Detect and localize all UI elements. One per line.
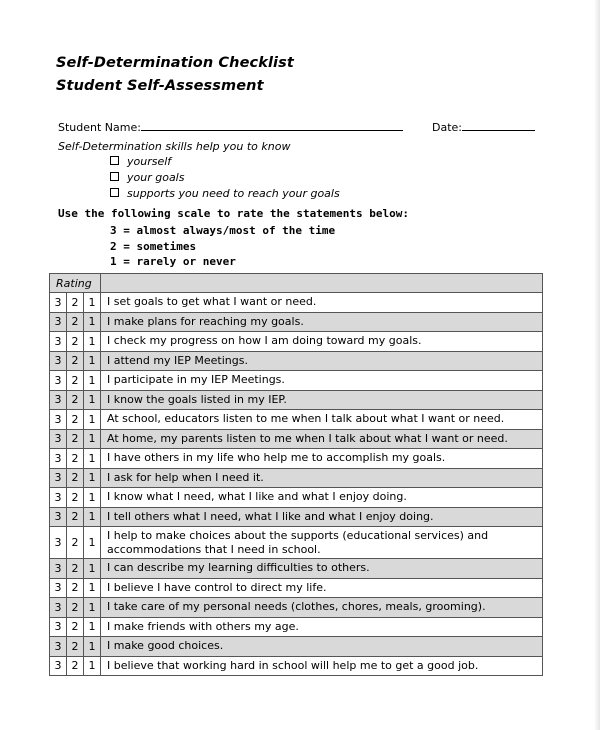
statement-cell: I know what I need, what I like and what I enjoy doing.	[101, 488, 543, 508]
rating-option-1[interactable]: 1	[84, 390, 101, 410]
rating-option-1[interactable]: 1	[84, 488, 101, 508]
statement-cell: I tell others what I need, what I like and what I enjoy doing.	[101, 507, 543, 527]
scale-intro: Use the following scale to rate the statements below:	[58, 207, 409, 220]
rating-option-2[interactable]: 2	[67, 293, 84, 313]
table-row	[50, 578, 543, 598]
statement-header	[101, 274, 543, 293]
date-field[interactable]	[432, 118, 535, 134]
scale-item: 3 = almost always/most of the time	[110, 224, 336, 237]
rating-option-1[interactable]: 1	[84, 371, 101, 391]
rating-option-2[interactable]: 2	[67, 488, 84, 508]
table-row	[50, 637, 543, 657]
document-subtitle: Student Self-Assessment	[56, 78, 264, 94]
statement-cell: I believe I have control to direct my life.	[101, 578, 543, 598]
rating-option-1[interactable]: 1	[84, 410, 101, 430]
rating-table	[49, 273, 543, 676]
rating-option-2[interactable]: 2	[67, 410, 84, 430]
rating-option-2[interactable]: 2	[67, 527, 84, 559]
rating-option-2[interactable]: 2	[67, 312, 84, 332]
statement-cell: I set goals to get what I want or need.	[101, 293, 543, 313]
checkbox-icon	[110, 156, 119, 165]
table-row	[50, 488, 543, 508]
rating-option-2[interactable]: 2	[67, 468, 84, 488]
rating-option-1[interactable]: 1	[84, 527, 101, 559]
date-line[interactable]	[462, 118, 535, 131]
rating-option-3[interactable]: 3	[50, 351, 67, 371]
statement-cell: I help to make choices about the supports (educational services) and accommodations that I need in school.	[101, 527, 543, 559]
statement-cell: I attend my IEP Meetings.	[101, 351, 543, 371]
list-item: your goals	[110, 170, 340, 186]
table-row	[50, 410, 543, 430]
rating-option-3[interactable]: 3	[50, 312, 67, 332]
rating-option-2[interactable]: 2	[67, 371, 84, 391]
rating-option-3[interactable]: 3	[50, 449, 67, 469]
student-name-label: Student Name:	[58, 121, 141, 134]
rating-option-2[interactable]: 2	[67, 598, 84, 618]
statement-cell: I take care of my personal needs (clothes, chores, meals, grooming).	[101, 598, 543, 618]
table-row	[50, 656, 543, 676]
rating-option-3[interactable]: 3	[50, 559, 67, 579]
table-row	[50, 527, 543, 559]
scale-item: 1 = rarely or never	[110, 255, 236, 268]
table-row	[50, 371, 543, 391]
table-row	[50, 312, 543, 332]
rating-option-2[interactable]: 2	[67, 559, 84, 579]
rating-option-3[interactable]: 3	[50, 468, 67, 488]
table-header-row	[50, 274, 543, 293]
checkbox-icon	[110, 172, 119, 181]
rating-option-2[interactable]: 2	[67, 449, 84, 469]
statement-cell: I make plans for reaching my goals.	[101, 312, 543, 332]
list-item: yourself	[110, 154, 340, 170]
table-row	[50, 468, 543, 488]
statement-cell: I participate in my IEP Meetings.	[101, 371, 543, 391]
table-row	[50, 390, 543, 410]
statement-cell: At school, educators listen to me when I talk about what I want or need.	[101, 410, 543, 430]
scale-list	[110, 223, 335, 270]
intro-text: Self-Determination skills help you to know	[58, 140, 291, 153]
rating-option-1[interactable]: 1	[84, 617, 101, 637]
rating-option-1[interactable]: 1	[84, 507, 101, 527]
rating-option-3[interactable]: 3	[50, 332, 67, 352]
rating-option-3[interactable]: 3	[50, 488, 67, 508]
rating-header: Rating	[50, 274, 101, 293]
table-row	[50, 332, 543, 352]
table-row	[50, 598, 543, 618]
rating-option-2[interactable]: 2	[67, 351, 84, 371]
rating-option-1[interactable]: 1	[84, 449, 101, 469]
rating-option-3[interactable]: 3	[50, 578, 67, 598]
rating-option-3[interactable]: 3	[50, 507, 67, 527]
rating-option-3[interactable]: 3	[50, 429, 67, 449]
student-name-field[interactable]	[58, 118, 403, 134]
table-row	[50, 429, 543, 449]
statement-cell: I believe that working hard in school will help me to get a good job.	[101, 656, 543, 676]
rating-option-1[interactable]: 1	[84, 351, 101, 371]
intro-list	[110, 154, 340, 202]
rating-option-1[interactable]: 1	[84, 598, 101, 618]
table-row	[50, 293, 543, 313]
rating-option-2[interactable]: 2	[67, 429, 84, 449]
rating-option-3[interactable]: 3	[50, 656, 67, 676]
rating-option-1[interactable]: 1	[84, 578, 101, 598]
rating-option-3[interactable]: 3	[50, 527, 67, 559]
statement-cell: I make good choices.	[101, 637, 543, 657]
rating-option-2[interactable]: 2	[67, 578, 84, 598]
rating-option-1[interactable]: 1	[84, 293, 101, 313]
statement-cell: I know the goals listed in my IEP.	[101, 390, 543, 410]
table-row	[50, 351, 543, 371]
rating-option-2[interactable]: 2	[67, 617, 84, 637]
scale-item: 2 = sometimes	[110, 239, 197, 253]
rating-option-2[interactable]: 2	[67, 507, 84, 527]
table-row	[50, 449, 543, 469]
statement-cell: I make friends with others my age.	[101, 617, 543, 637]
list-item: supports you need to reach your goals	[110, 186, 340, 202]
statement-cell: I ask for help when I need it.	[101, 468, 543, 488]
rating-option-3[interactable]: 3	[50, 390, 67, 410]
checkbox-icon	[110, 188, 119, 197]
table-row	[50, 559, 543, 579]
rating-option-1[interactable]: 1	[84, 559, 101, 579]
page-edge-shadow	[594, 0, 600, 730]
statement-cell: I can describe my learning difficulties to others.	[101, 559, 543, 579]
rating-option-2[interactable]: 2	[67, 332, 84, 352]
rating-option-1[interactable]: 1	[84, 656, 101, 676]
student-name-line[interactable]	[141, 118, 403, 131]
rating-option-1[interactable]: 1	[84, 312, 101, 332]
rating-option-1[interactable]: 1	[84, 332, 101, 352]
rating-option-1[interactable]: 1	[84, 468, 101, 488]
rating-option-3[interactable]: 3	[50, 617, 67, 637]
rating-option-2[interactable]: 2	[67, 390, 84, 410]
rating-option-3[interactable]: 3	[50, 637, 67, 657]
statement-cell: I check my progress on how I am doing toward my goals.	[101, 332, 543, 352]
rating-option-3[interactable]: 3	[50, 598, 67, 618]
rating-option-1[interactable]: 1	[84, 429, 101, 449]
statement-cell: At home, my parents listen to me when I talk about what I want or need.	[101, 429, 543, 449]
rating-option-3[interactable]: 3	[50, 293, 67, 313]
table-row	[50, 507, 543, 527]
statement-cell: I have others in my life who help me to accomplish my goals.	[101, 449, 543, 469]
rating-option-2[interactable]: 2	[67, 656, 84, 676]
table-row	[50, 617, 543, 637]
rating-option-3[interactable]: 3	[50, 410, 67, 430]
date-label: Date:	[432, 121, 462, 134]
rating-option-1[interactable]: 1	[84, 637, 101, 657]
document-title: Self-Determination Checklist	[56, 55, 294, 71]
rating-option-2[interactable]: 2	[67, 637, 84, 657]
rating-option-3[interactable]: 3	[50, 371, 67, 391]
